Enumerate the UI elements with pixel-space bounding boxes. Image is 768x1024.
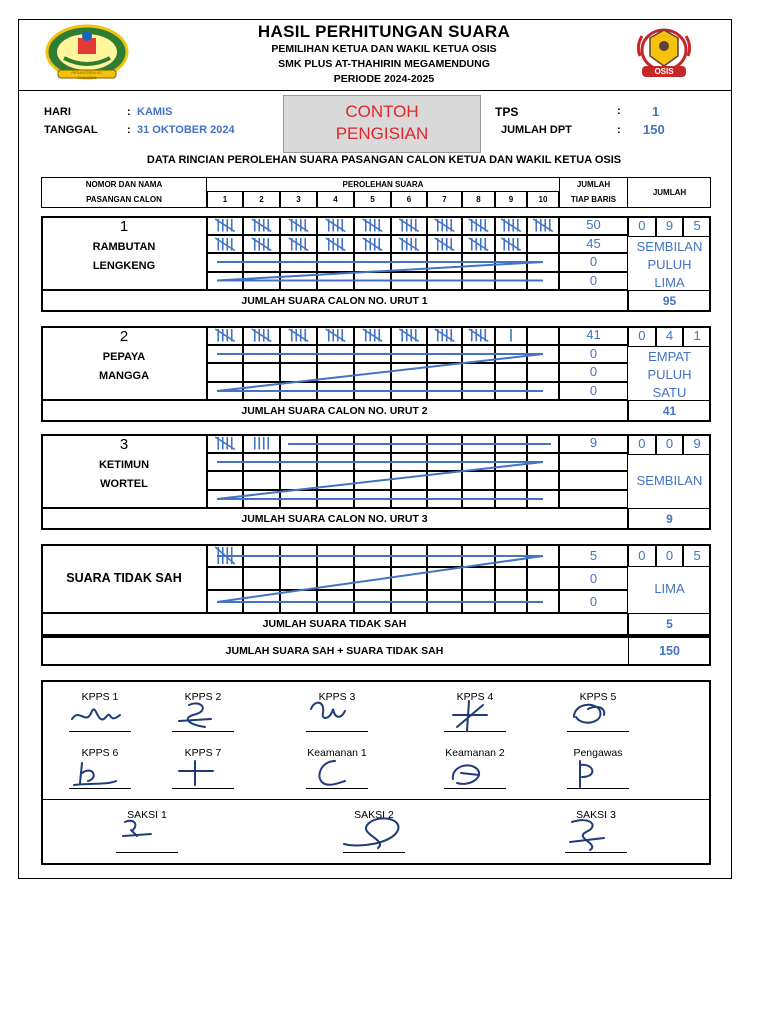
tally-cell xyxy=(527,235,559,254)
signature-mark xyxy=(111,814,181,858)
dpt-value: 150 xyxy=(643,122,665,137)
tally-holder xyxy=(391,235,427,254)
signature-mark xyxy=(305,755,361,793)
signature-mark xyxy=(171,697,227,735)
tally-five-mark xyxy=(357,235,388,254)
total-word: PULUH xyxy=(647,367,692,382)
row-total-value: 0 xyxy=(589,364,598,379)
tally-holder xyxy=(317,235,354,254)
header-nomor-line-1: NOMOR DAN NAMA xyxy=(85,180,163,189)
tps-value: 1 xyxy=(652,104,660,119)
signature-mark xyxy=(338,814,408,858)
tally-holder xyxy=(243,434,280,453)
total-word: SATU xyxy=(652,385,687,400)
tally-five-mark xyxy=(246,326,277,345)
signature-mark xyxy=(566,755,622,793)
tally-holder xyxy=(495,326,527,345)
tally-five-mark xyxy=(210,326,240,345)
header-col-9: 9 xyxy=(508,195,514,204)
header-jumlah-baris-1: JUMLAH xyxy=(576,180,611,189)
total-word: LIMA xyxy=(654,581,685,596)
hari-colon: : xyxy=(127,106,131,118)
tally-holder xyxy=(207,235,243,254)
row-total-value: 0 xyxy=(589,254,598,269)
total-word: SEMBILAN xyxy=(636,239,703,254)
tally-five-mark xyxy=(320,326,351,345)
row-total-value: 0 xyxy=(589,594,598,609)
total-label: JUMLAH SUARA CALON NO. URUT 3 xyxy=(241,513,428,525)
sample-stamp-line-1: CONTOH xyxy=(345,102,419,121)
tally-holder xyxy=(462,326,495,345)
total-digit: 0 xyxy=(638,218,646,233)
total-digit: 5 xyxy=(693,218,701,233)
row-total-value: 50 xyxy=(586,217,601,232)
signature-label: Keamanan 1 xyxy=(307,747,367,759)
table-title: DATA RINCIAN PEROLEHAN SUARA PASANGAN CALON KETUA DAN WAKIL KETUA OSIS xyxy=(146,154,622,166)
header-perolehan: PEROLEHAN SUARA xyxy=(342,180,424,189)
header-jumlah: JUMLAH xyxy=(652,188,687,197)
header-col-3: 3 xyxy=(296,195,301,204)
signature-mark xyxy=(566,697,622,735)
total-digit: 0 xyxy=(638,548,646,563)
tally-five-mark xyxy=(357,216,388,235)
tally-five-mark xyxy=(246,235,277,254)
candidate-number: 2 xyxy=(119,328,129,345)
tally-holder xyxy=(280,216,317,235)
tally-row-total-cell xyxy=(559,490,628,509)
candidate-name-2: LENGKENG xyxy=(92,260,156,272)
candidate-number: 3 xyxy=(119,436,129,453)
tanggal-value: 31 OKTOBER 2024 xyxy=(137,124,235,136)
signature-label: Keamanan 2 xyxy=(445,747,505,759)
signature-mark xyxy=(560,814,630,858)
header-col-10: 10 xyxy=(538,195,548,204)
tally-five-mark xyxy=(283,326,314,345)
tally-holder xyxy=(243,326,280,345)
strike-z-line xyxy=(217,554,543,604)
strike-z-line xyxy=(217,460,543,501)
signature-label: SAKSI 3 xyxy=(576,809,616,821)
tally-holder xyxy=(207,326,243,345)
tally-five-mark xyxy=(498,216,524,235)
total-digit: 0 xyxy=(638,436,646,451)
dpt-label: JUMLAH DPT xyxy=(501,124,572,136)
tally-five-mark xyxy=(530,216,556,235)
tally-five-mark xyxy=(465,326,492,345)
tally-holder xyxy=(462,235,495,254)
tally-holder xyxy=(207,434,243,453)
row-total-value: 0 xyxy=(589,571,598,586)
invalid-label: SUARA TIDAK SAH xyxy=(66,571,182,585)
grand-total-value: 150 xyxy=(659,644,680,658)
tally-holder xyxy=(354,235,391,254)
invalid-total-label: JUMLAH SUARA TIDAK SAH xyxy=(262,618,407,630)
grand-total-label: JUMLAH SUARA SAH + SUARA TIDAK SAH xyxy=(225,645,444,657)
tally-five-mark xyxy=(394,235,424,254)
candidate-name-1: KETIMUN xyxy=(98,459,150,471)
tally-holder xyxy=(427,326,462,345)
total-digit: 9 xyxy=(665,218,674,233)
total-digit: 0 xyxy=(665,436,674,451)
signature-label: KPPS 1 xyxy=(81,691,119,703)
signature-mark xyxy=(443,755,499,793)
signature-label: KPPS 7 xyxy=(184,747,222,759)
signature-label: KPPS 2 xyxy=(184,691,222,703)
total-digit: 0 xyxy=(638,328,646,343)
signature-label: Pengawas xyxy=(573,747,623,759)
tanggal-colon: : xyxy=(127,124,131,136)
strike-dash xyxy=(288,443,551,445)
row-total-value: 41 xyxy=(586,327,601,342)
row-total-value: 45 xyxy=(586,235,601,251)
tally-holder xyxy=(427,216,462,235)
hari-value: KAMIS xyxy=(137,106,173,118)
signature-mark xyxy=(443,697,499,735)
row-total-value: 0 xyxy=(589,382,598,398)
sample-stamp xyxy=(283,95,481,153)
page-title: HASIL PERHITUNGAN SUARA xyxy=(257,22,511,41)
tps-label: TPS xyxy=(495,105,519,119)
header-col-2: 2 xyxy=(259,195,264,204)
total-value: 41 xyxy=(662,404,677,418)
total-digit: 0 xyxy=(665,548,674,563)
tally-five-mark xyxy=(320,235,351,254)
total-value: 95 xyxy=(662,294,677,308)
header-col-6: 6 xyxy=(406,195,412,204)
strike-z-line xyxy=(217,352,543,393)
tally-holder xyxy=(527,216,559,235)
tally-five-mark xyxy=(283,235,314,254)
total-word: EMPAT xyxy=(648,349,691,364)
sample-stamp-line-2: PENGISIAN xyxy=(335,124,429,143)
hari-label: HARI xyxy=(44,106,71,118)
tally-mark xyxy=(498,326,524,345)
tally-cell xyxy=(527,326,559,345)
total-label: JUMLAH SUARA CALON NO. URUT 1 xyxy=(241,295,428,307)
tally-holder xyxy=(391,216,427,235)
osis-logo-text: OSIS xyxy=(654,67,674,76)
header-nomor-line-2: PASANGAN CALON xyxy=(86,195,162,204)
row-total-value: 9 xyxy=(589,435,598,450)
total-digit: 9 xyxy=(693,436,701,451)
total-digit: 5 xyxy=(693,548,701,563)
header-col-5: 5 xyxy=(370,195,375,204)
row-total-value: 0 xyxy=(589,272,598,288)
tally-row-total-cell xyxy=(559,453,628,472)
tally-mark xyxy=(246,434,277,453)
signature-label: KPPS 3 xyxy=(318,691,356,703)
subtitle-line-2: SMK PLUS AT-THAHIRIN MEGAMENDUNG xyxy=(278,58,490,70)
tally-holder xyxy=(462,216,495,235)
tally-five-mark xyxy=(430,326,459,345)
school-logo-text: PESANTREN AT-THAHIRIN xyxy=(71,70,103,80)
candidate-name-2: MANGGA xyxy=(98,370,150,382)
dpt-colon: : xyxy=(617,124,621,136)
header-col-1: 1 xyxy=(222,195,228,204)
tally-holder xyxy=(495,216,527,235)
tally-holder xyxy=(354,216,391,235)
tally-holder xyxy=(391,326,427,345)
signature-mark xyxy=(68,697,124,735)
signature-mark xyxy=(68,755,124,793)
tally-five-mark xyxy=(246,216,277,235)
total-word: LIMA xyxy=(654,275,685,290)
tally-holder xyxy=(243,216,280,235)
tally-five-mark xyxy=(210,216,240,235)
tally-holder xyxy=(495,235,527,254)
header-jumlah-baris-2: TIAP BARIS xyxy=(570,195,617,204)
row-total-value: 5 xyxy=(589,548,598,563)
tally-five-mark xyxy=(465,235,492,254)
total-word: SEMBILAN xyxy=(636,473,703,488)
tally-holder xyxy=(354,326,391,345)
tally-five-mark xyxy=(357,326,388,345)
candidate-name-2: WORTEL xyxy=(100,478,148,490)
candidate-name-1: PEPAYA xyxy=(102,351,146,363)
total-digit: 4 xyxy=(665,328,674,343)
tanggal-label: TANGGAL xyxy=(44,124,98,136)
tally-five-mark xyxy=(498,235,524,254)
row-total-value: 0 xyxy=(589,345,598,361)
candidate-name-1: RAMBUTAN xyxy=(92,241,156,253)
tally-five-mark xyxy=(210,235,240,254)
signature-divider xyxy=(41,799,711,800)
signature-label: KPPS 4 xyxy=(456,691,494,703)
tally-five-mark xyxy=(394,326,424,345)
tally-five-mark xyxy=(283,216,314,235)
header-col-4: 4 xyxy=(333,195,338,204)
signature-label: SAKSI 1 xyxy=(127,809,167,821)
header-col-8: 8 xyxy=(476,195,481,204)
tally-five-mark xyxy=(394,216,424,235)
invalid-total-value: 5 xyxy=(666,617,673,631)
tally-five-mark xyxy=(430,235,459,254)
signature-mark xyxy=(305,697,361,735)
tps-colon: : xyxy=(617,105,621,117)
strike-z-line xyxy=(217,260,543,283)
signature-label: KPPS 6 xyxy=(81,747,119,759)
total-label: JUMLAH SUARA CALON NO. URUT 2 xyxy=(241,405,428,417)
signature-label: KPPS 5 xyxy=(579,691,617,703)
subtitle-line-1: PEMILIHAN KETUA DAN WAKIL KETUA OSIS xyxy=(271,43,497,55)
candidate-number: 1 xyxy=(119,218,129,235)
tally-holder xyxy=(317,216,354,235)
total-digit: 1 xyxy=(693,328,701,343)
tally-holder xyxy=(243,235,280,254)
total-value: 9 xyxy=(666,512,673,526)
tally-five-mark xyxy=(465,216,492,235)
tally-holder xyxy=(280,235,317,254)
signature-label: SAKSI 2 xyxy=(354,809,394,821)
tally-five-mark xyxy=(430,216,459,235)
tally-five-mark xyxy=(210,434,240,453)
tally-holder xyxy=(207,216,243,235)
total-word: PULUH xyxy=(647,257,692,272)
header-divider xyxy=(18,90,732,91)
tally-five-mark xyxy=(320,216,351,235)
tally-holder xyxy=(427,235,462,254)
subtitle-line-3: PERIODE 2024-2025 xyxy=(333,73,435,85)
header-col-7: 7 xyxy=(442,195,447,204)
tally-holder xyxy=(317,326,354,345)
tally-holder xyxy=(280,326,317,345)
tally-row-total-cell xyxy=(559,471,628,490)
signature-mark xyxy=(171,755,227,793)
